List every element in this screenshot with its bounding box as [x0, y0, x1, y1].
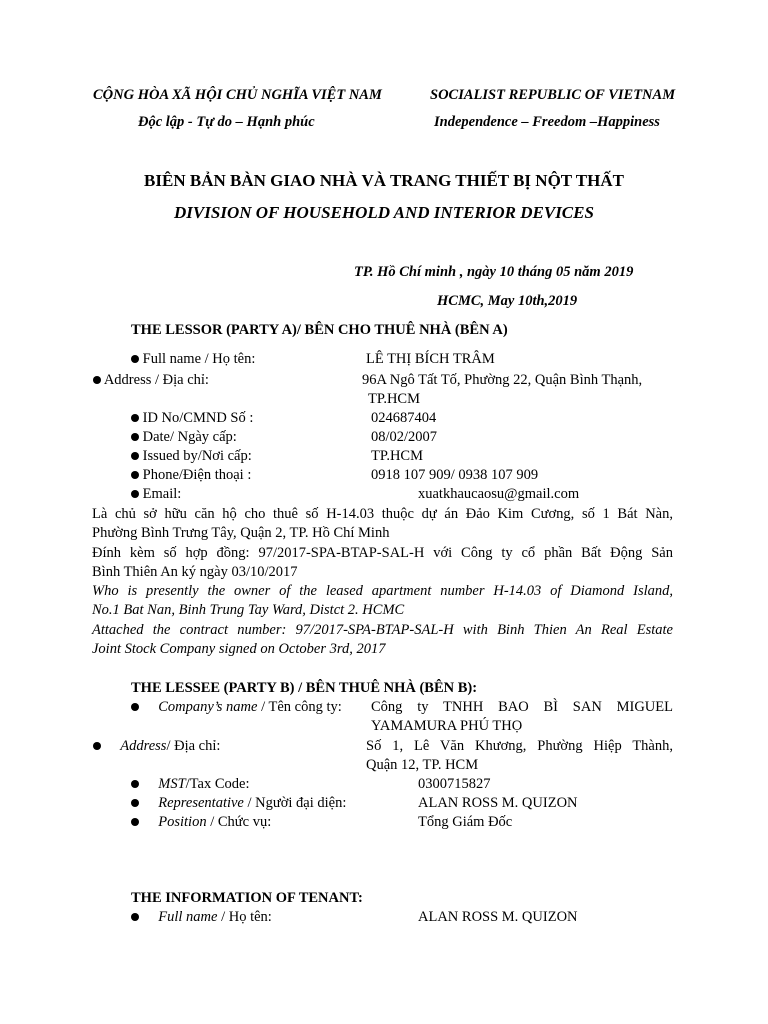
lessor-fullname-label: Full name / Họ tên:	[142, 351, 256, 367]
paragraph-line: No.1 Bat Nan, Binh Trung Tay Ward, Distct 2. HCMC	[92, 602, 405, 619]
lessor-address-value-line2: TP.HCM	[368, 391, 420, 407]
lessor-heading: THE LESSOR (PARTY A)/ BÊN CHO THUÊ NHÀ (BÊN A)	[131, 322, 508, 338]
lessee-tax-row	[131, 775, 249, 794]
en-motto: Independence – Freedom –Happiness	[434, 114, 660, 130]
lessor-phone-label: Phone/Điện thoại :	[142, 467, 252, 483]
bullet-icon	[131, 799, 139, 807]
bullet-icon	[131, 355, 139, 363]
lessor-id-label: ID No/CMND Số :	[142, 410, 254, 426]
lessee-tax-value: 0300715827	[418, 776, 491, 792]
lessor-email-label: Email:	[142, 486, 182, 502]
lessor-date-row	[131, 428, 237, 447]
tenant-fullname-row	[131, 908, 272, 927]
tenant-fullname-label: / Họ tên:	[217, 909, 272, 925]
vn-country-header: CỘNG HÒA XÃ HỘI CHỦ NGHĨA VIỆT NAM	[93, 87, 382, 103]
paragraph-line: Là chủ sở hữu căn hộ cho thuê số H-14.03 thuộc dự án Đảo Kim Cương, số 1 Bát Nàn,	[92, 506, 673, 522]
bullet-icon	[131, 490, 139, 498]
en-country-header: SOCIALIST REPUBLIC OF VIETNAM	[430, 87, 676, 103]
lessor-address-label: Address / Địa chỉ:	[103, 372, 209, 388]
lessor-id-row	[131, 409, 253, 428]
bullet-icon	[93, 742, 101, 750]
lessee-tax-label-italic: MST	[158, 776, 186, 792]
lessee-position-value: Tổng Giám Đốc	[418, 814, 513, 830]
lessor-issued-label: Issued by/Nơi cấp:	[142, 448, 252, 464]
lessee-company-value-line2: YAMAMURA PHÚ THỌ	[371, 718, 523, 734]
lessee-address-value-line2: Quận 12, TP. HCM	[366, 757, 479, 773]
bullet-icon	[93, 376, 101, 384]
bullet-icon	[131, 471, 139, 479]
tenant-fullname-label-italic: Full name	[158, 909, 218, 925]
lessee-address-label: / Địa chỉ:	[166, 738, 221, 754]
lessor-email-row	[131, 485, 181, 504]
lessee-address-label-italic: Address	[120, 738, 167, 754]
bullet-icon	[131, 780, 139, 788]
lessor-fullname-row	[131, 350, 255, 369]
lessor-address-row	[93, 371, 209, 390]
bullet-icon	[131, 452, 139, 460]
lessor-issued-value: TP.HCM	[371, 448, 423, 464]
owner-statement-vn	[92, 505, 673, 659]
lessor-date-label: Date/ Ngày cấp:	[142, 429, 237, 445]
lessee-company-label-italic: Company’s name	[158, 699, 258, 715]
lessee-company-row	[131, 698, 342, 717]
tenant-fullname-value: ALAN ROSS M. QUIZON	[418, 909, 578, 925]
lessee-tax-label: /Tax Code:	[185, 776, 250, 792]
lessee-position-label-italic: Position	[158, 814, 207, 830]
date-line-en: HCMC, May 10th,2019	[437, 293, 578, 309]
bullet-icon	[131, 913, 139, 921]
bullet-icon	[131, 818, 139, 826]
lessee-heading: THE LESSEE (PARTY B) / BÊN THUÊ NHÀ (BÊN B):	[131, 680, 478, 696]
vn-motto: Độc lập - Tự do – Hạnh phúc	[138, 114, 315, 130]
lessor-date-value: 08/02/2007	[371, 429, 438, 445]
bullet-icon	[131, 414, 139, 422]
paragraph-line: Joint Stock Company signed on October 3rd, 2017	[92, 641, 386, 658]
lessor-issued-row	[131, 447, 252, 466]
lessee-position-row	[131, 813, 271, 832]
paragraph-line: Bình Thiên An ký ngày 03/10/2017	[92, 563, 298, 580]
lessee-position-label: / Chức vụ:	[206, 814, 272, 830]
paragraph-line: Đính kèm số hợp đồng: 97/2017-SPA-BTAP-SAL-H với Công ty cổ phần Bất Động Sản	[92, 544, 673, 561]
bullet-icon	[131, 433, 139, 441]
lessor-phone-row	[131, 466, 251, 485]
lessee-rep-label-italic: Representative	[158, 795, 244, 811]
lessee-company-value-line1: Công ty TNHH BAO BÌ SAN MIGUEL	[371, 699, 673, 715]
lessee-rep-label: / Người đại diện:	[243, 795, 347, 811]
paragraph-line: Who is presently the owner of the leased apartment number H-14.03 of Diamond Island,	[92, 583, 673, 600]
lessor-address-value-line1: 96A Ngô Tất Tố, Phường 22, Quận Bình Thạnh,	[362, 372, 643, 388]
lessor-phone-value: 0918 107 909/ 0938 107 909	[371, 467, 539, 483]
paragraph-line: Phường Bình Trưng Tây, Quận 2, TP. Hồ Chí Minh	[92, 525, 390, 542]
paragraph-line: Attached the contract number: 97/2017-SPA-BTAP-SAL-H with Binh Thien An Real Estate	[92, 621, 673, 638]
lessee-company-label: / Tên công ty:	[257, 699, 342, 715]
lessee-rep-row	[131, 794, 346, 813]
document-title-vn: BIÊN BẢN BÀN GIAO NHÀ VÀ TRANG THIẾT BỊ NỘT THẤT	[144, 171, 624, 190]
tenant-heading: THE INFORMATION OF TENANT:	[131, 890, 363, 906]
lessor-fullname-value: LÊ THỊ BÍCH TRÂM	[366, 351, 495, 367]
bullet-icon	[131, 703, 139, 711]
date-line-vn: TP. Hồ Chí minh , ngày 10 tháng 05 năm 2019	[354, 264, 634, 280]
lessee-address-row	[93, 737, 220, 756]
document-title-en: DIVISION OF HOUSEHOLD AND INTERIOR DEVICES	[174, 203, 594, 222]
lessor-id-value: 024687404	[371, 410, 437, 426]
lessee-rep-value: ALAN ROSS M. QUIZON	[418, 795, 578, 811]
lessee-address-value-line1: Số 1, Lê Văn Khương, Phường Hiệp Thành,	[366, 738, 673, 754]
lessor-email-value: xuatkhaucaosu@gmail.com	[418, 486, 580, 502]
